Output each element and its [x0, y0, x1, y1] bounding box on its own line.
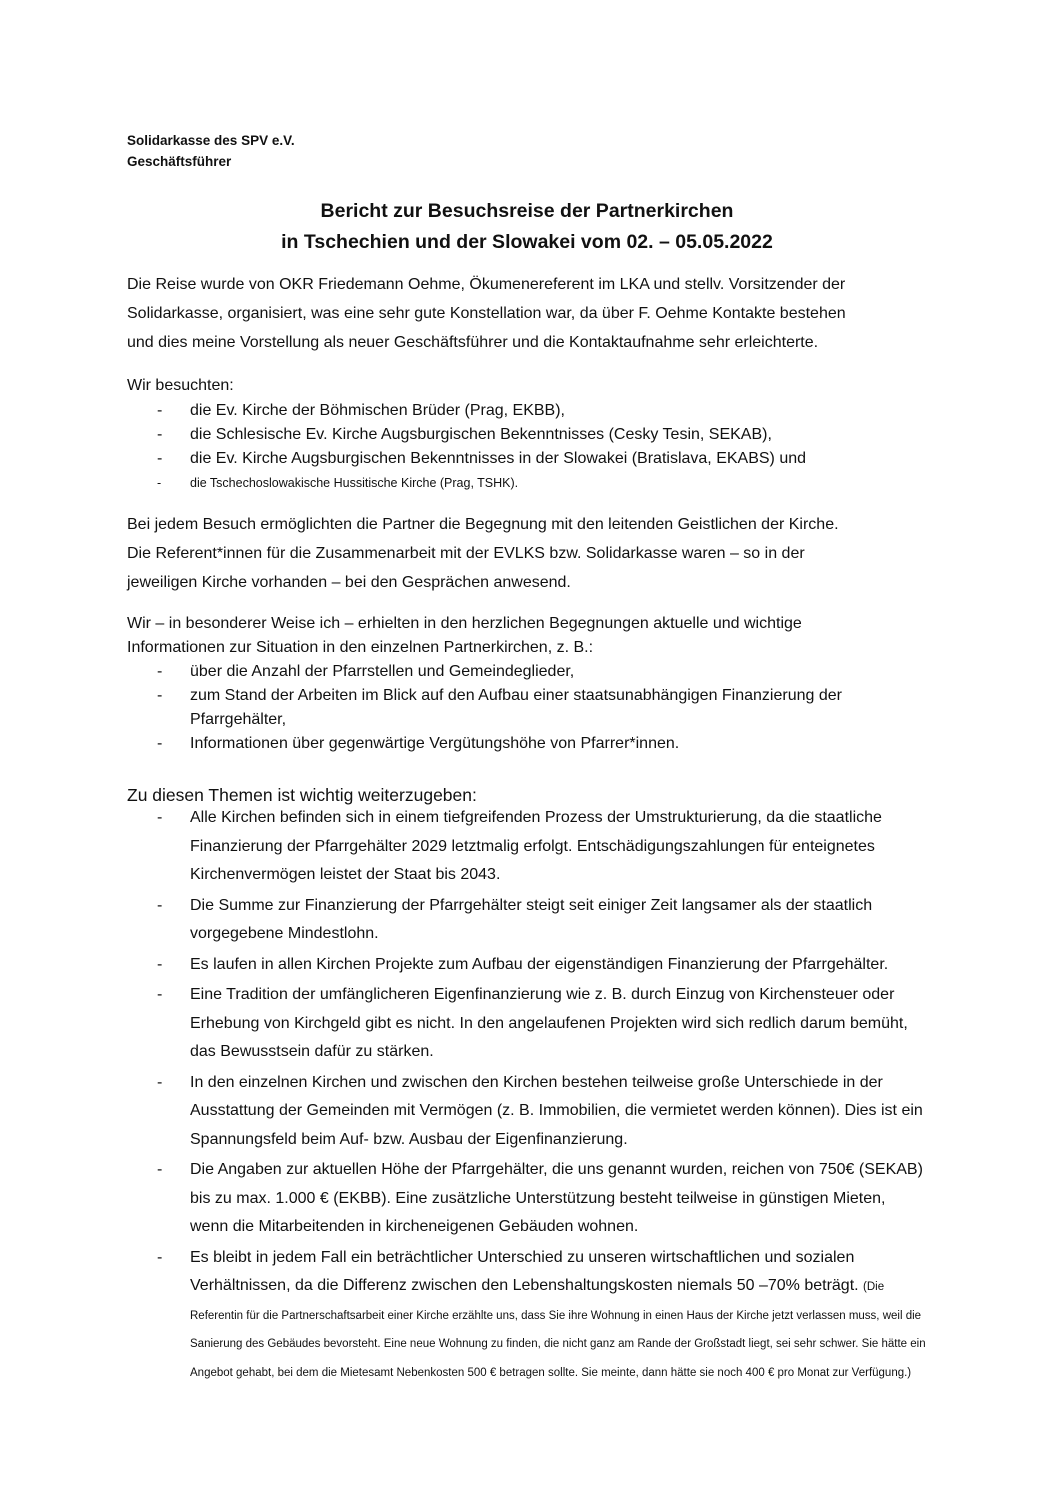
list-item-text: Es bleibt in jedem Fall ein beträchtlicher Unterschied zu unseren wirtschaftlichen und sozialen Verhältnissen, da die Differenz zwischen den Lebenshaltungskosten niemals 50 –70% beträgt. — [190, 1248, 859, 1294]
list-item: - die Schlesische Ev. Kirche Augsburgischen Bekenntnisses (Cesky Tesin, SEKAB), — [127, 423, 947, 447]
title-line-2: in Tschechien und der Slowakei vom 02. – 05.05.2022 — [281, 231, 773, 253]
information-list — [127, 660, 927, 756]
title-line-1: Bericht zur Besuchsreise der Partnerkirchen — [320, 200, 734, 222]
sender-block — [127, 130, 295, 172]
intro-paragraph — [127, 270, 947, 357]
themes-heading: Zu diesen Themen ist wichtig weiterzugeben: — [127, 785, 477, 805]
list-item: - die Ev. Kirche der Böhmischen Brüder (Prag, EKBB), — [127, 399, 947, 423]
information-paragraph — [127, 612, 947, 660]
intro-line-1: Die Reise wurde von OKR Friedemann Oehme, Ökumenereferent im LKA und stellv. Vorsitzender der — [127, 276, 846, 293]
meetings-paragraph — [127, 510, 947, 597]
list-item: - Die Summe zur Finanzierung der Pfarrgehälter steigt seit einiger Zeit langsamer als der staatlich vorgegebene Mindestlohn. — [127, 892, 927, 949]
list-item: - Die Angaben zur aktuellen Höhe der Pfarrgehälter, die uns genannt wurden, reichen von 750€ (SEKAB) bis zu max. 1.000 € (EKBB). Eine zusätzliche Unterstützung besteht teilweise in günstigen Mieten, wenn die Mitarbeitenden in kircheneigenen Gebäuden wohnen. — [127, 1156, 927, 1242]
visited-list — [127, 399, 947, 495]
list-item: - Es laufen in allen Kirchen Projekte zum Aufbau der eigenständigen Finanzierung der Pfarrgehälter. — [127, 951, 927, 980]
list-item: - In den einzelnen Kirchen und zwischen den Kirchen bestehen teilweise große Unterschiede in der Ausstattung der Gemeinden mit Vermögen (z. B. Immobilien, die vermietet werden können). Dies ist ein Spannungsfeld beim Auf- bzw. Ausbau der Eigenfinanzierung. — [127, 1069, 927, 1155]
list-item: - Eine Tradition der umfänglicheren Eigenfinanzierung wie z. B. durch Einzug von Kirchensteuer oder Erhebung von Kirchgeld gibt es nicht. In den angelaufenen Projekten wird sich redlich darum bemüht, das Bewusstsein dafür zu stärken. — [127, 981, 927, 1067]
meetings-line-3: jeweiligen Kirche vorhanden – bei den Gesprächen anwesend. — [127, 574, 571, 591]
meetings-line-2: Die Referent*innen für die Zusammenarbeit mit der EVLKS bzw. Solidarkasse waren – so in der — [127, 545, 805, 562]
list-item — [127, 1244, 927, 1387]
themes-list — [127, 804, 927, 1388]
list-item: - Alle Kirchen befinden sich in einem tiefgreifenden Prozess der Umstrukturierung, da die staatliche Finanzierung der Pfarrgehälter 2029 letztmalig erfolgt. Entschädigungszahlungen für enteignetes Kirchenvermögen leistet der Staat bis 2043. — [127, 804, 927, 890]
intro-line-3: und dies meine Vorstellung als neuer Geschäftsführer und die Kontaktaufnahme sehr erleichterte. — [127, 334, 819, 351]
list-item-note: (Die Referentin für die Partnerschaftsarbeit einer Kirche erzählte uns, dass Sie ihre Wohnung in einen Haus der Kirche jetzt verlassen muss, weil die Sanierung des Gebäudes bevorsteht. Eine neue Wohnung zu finden, die nicht ganz am Rande der Großstadt liegt, sei sehr schwer. Sie hätte ein Angebot gehabt, bei dem die Mietesamt Nebenkosten 500 € betragen sollte. Sie meinte, dann hätte sie noch 400 € pro Monat zur Verfügung.) — [190, 1281, 926, 1379]
meetings-line-1: Bei jedem Besuch ermöglichten die Partner die Begegnung mit den leitenden Geistlichen der Kirche. — [127, 516, 839, 533]
sender-organization: Solidarkasse des SPV e.V. — [127, 133, 295, 148]
visited-lead: Wir besuchten: — [127, 377, 234, 394]
list-item: - über die Anzahl der Pfarrstellen und Gemeindeglieder, — [127, 660, 927, 684]
list-item: - Informationen über gegenwärtige Vergütungshöhe von Pfarrer*innen. — [127, 732, 927, 756]
sender-role: Geschäftsführer — [127, 154, 232, 169]
list-item: - zum Stand der Arbeiten im Blick auf den Aufbau einer staatsunabhängigen Finanzierung der Pfarrgehälter, — [127, 684, 927, 732]
information-line-1: Wir – in besonderer Weise ich – erhielten in den herzlichen Begegnungen aktuelle und wichtige — [127, 615, 802, 632]
document-title — [127, 196, 927, 258]
list-item: - die Tschechoslowakische Hussitische Kirche (Prag, TSHK). — [127, 471, 947, 495]
information-line-2: Informationen zur Situation in den einzelnen Partnerkirchen, z. B.: — [127, 639, 594, 656]
intro-line-2: Solidarkasse, organisiert, was eine sehr gute Konstellation war, da über F. Oehme Kontakte bestehen — [127, 305, 846, 322]
list-item: - die Ev. Kirche Augsburgischen Bekenntnisses in der Slowakei (Bratislava, EKABS) und — [127, 447, 947, 471]
